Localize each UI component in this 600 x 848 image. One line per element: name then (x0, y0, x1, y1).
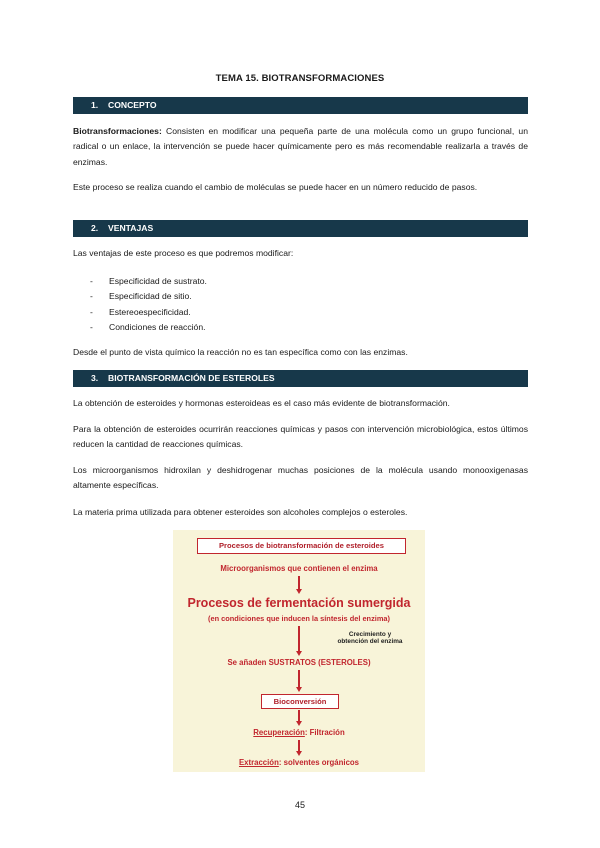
section-number: 1. (91, 100, 99, 110)
flowchart-figure (173, 530, 425, 772)
page-number: 45 (294, 800, 305, 810)
flow-side-note: Crecimiento y obtención del enzima (337, 631, 403, 645)
ventajas-closing: Desde el punto de vista químico la reacción no es tan específica como con las enzimas. (73, 347, 408, 357)
section-number: 3. (91, 373, 99, 383)
section-number: 2. (91, 223, 99, 233)
section-header-esteroles (73, 370, 528, 387)
esteroles-paragraph-2: Para la obtención de esteroides ocurrirán reacciones químicas y pasos con intervención microbiológica, estos últimos reducen la cantidad de reacciones químicas. (73, 424, 528, 450)
ventajas-intro: Las ventajas de este proceso es que podremos modificar: (73, 248, 294, 258)
flow-step-condiciones: (en condiciones que inducen la síntesis del enzima) (208, 614, 390, 623)
term-biotransformaciones: Biotransformaciones: (73, 126, 162, 136)
section-header-concepto (73, 97, 528, 114)
flow-arrow (298, 576, 300, 590)
flow-step-sustratos: Se añaden SUSTRATOS (ESTEROLES) (227, 658, 371, 667)
flow-arrow (298, 626, 300, 652)
flow-arrow-head (296, 651, 302, 656)
flow-step-recuperacion: Recuperación: Filtración (253, 728, 345, 737)
section-label: BIOTRANSFORMACIÓN DE ESTEROLES (108, 373, 275, 383)
flow-arrow (298, 670, 300, 688)
flow-step-extraccion: Extracción: solventes orgánicos (238, 758, 360, 767)
esteroles-paragraph-3: Los microorganismos hidroxilan y deshidrogenar muchas posiciones de la molécula usando monooxigenasas altamente específicas. (73, 465, 528, 491)
fermentacion-emphasis: fermentación sumergida (265, 596, 411, 610)
flowchart-title: Procesos de biotransformación de esteroides (197, 538, 406, 554)
flow-arrow-head (296, 721, 302, 726)
concepto-paragraph-1 (73, 124, 528, 170)
page-title: TEMA 15. BIOTRANSFORMACIONES (215, 73, 385, 84)
flow-step-fermentacion: Procesos de fermentación sumergida (187, 596, 411, 610)
flow-arrow-head (296, 751, 302, 756)
esteroles-paragraph-4: La materia prima utilizada para obtener esteroides son alcoholes complejos o esteroles. (73, 507, 408, 517)
flow-arrow-head (296, 687, 302, 692)
flow-step-bioconversion: Bioconversión (261, 694, 339, 709)
concepto-definition: Consisten en modificar una pequeña parte de una molécula como un grupo funcional, un radical o un enlace, la intervención se puede hacer químicamente pero es más recomendable realizarla a través de enzimas. (73, 126, 528, 167)
flow-step-microorganismos: Microorganismos que contienen el enzima (220, 564, 378, 573)
flow-arrow-head (296, 589, 302, 594)
section-header-ventajas (73, 220, 528, 237)
esteroles-paragraph-1: La obtención de esteroides y hormonas esteroideas es el caso más evidente de biotransformación. (73, 398, 450, 408)
section-label: VENTAJAS (108, 223, 154, 233)
section-label: CONCEPTO (108, 100, 157, 110)
concepto-paragraph-2: Este proceso se realiza cuando el cambio de moléculas se puede hacer en un número reducido de pasos. (73, 182, 478, 192)
